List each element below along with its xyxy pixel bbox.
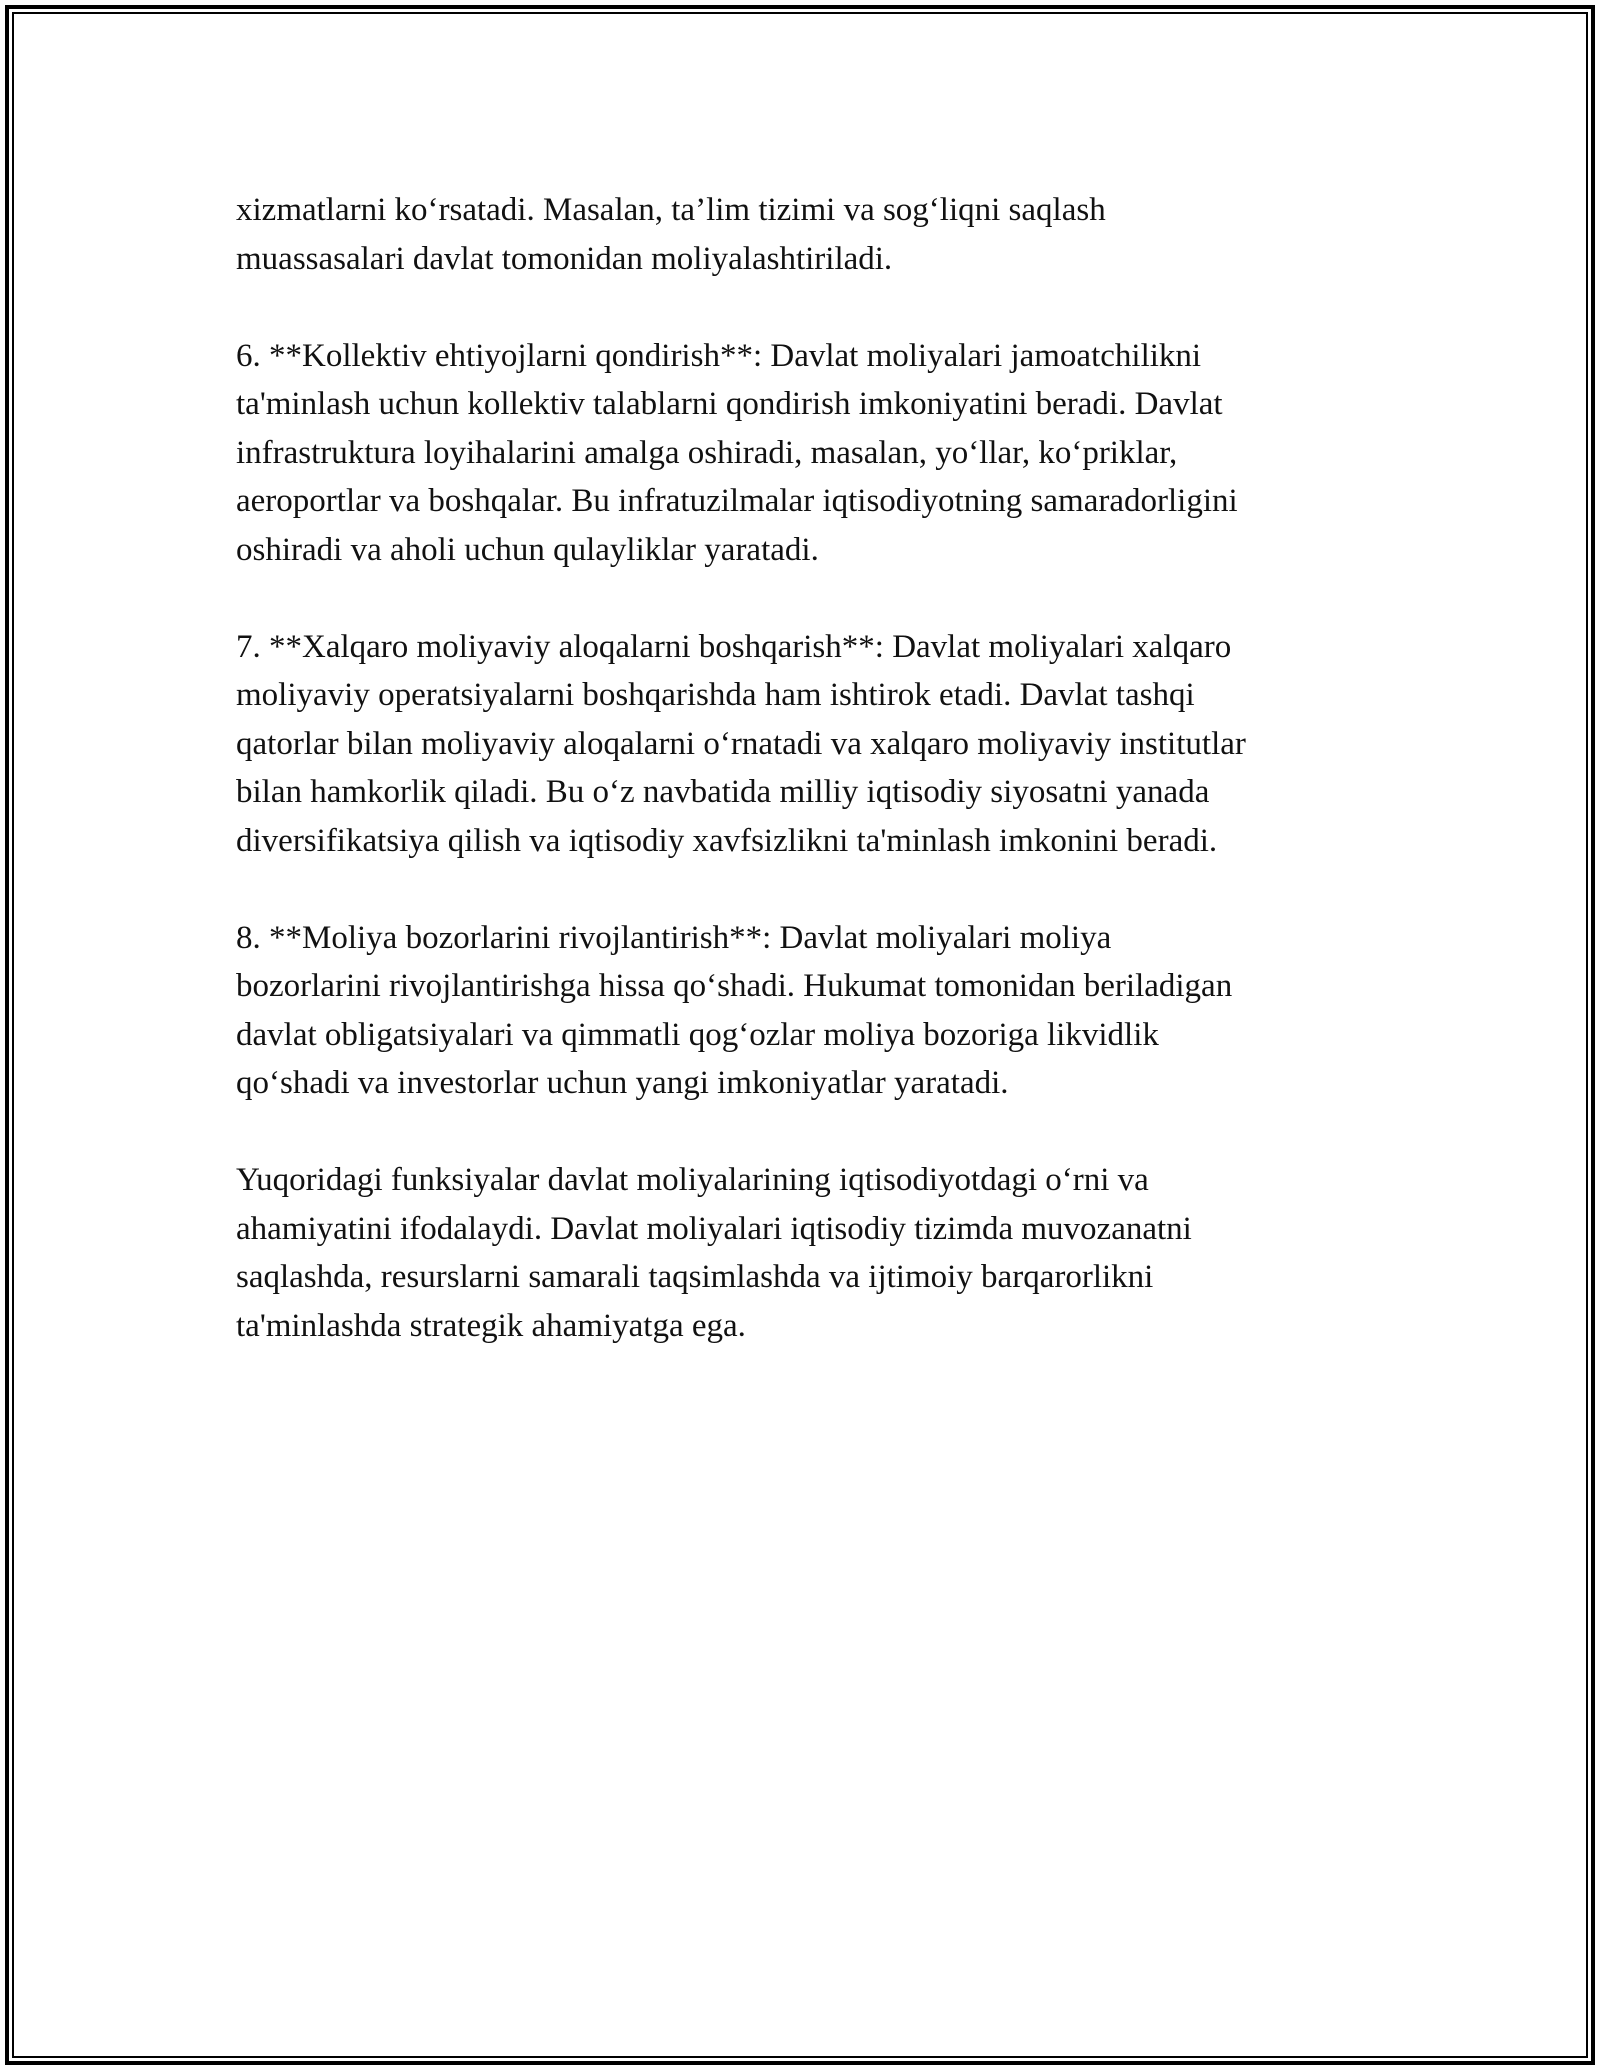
text-line: aeroportlar va boshqalar. Bu infratuzilmalar iqtisodiyotning samaradorligini [236, 483, 1238, 519]
paragraph-conclusion [236, 1156, 1366, 1350]
text-line: moliyaviy operatsiyalarni boshqarishda ham ishtirok etadi. Davlat tashqi [236, 677, 1195, 713]
text-line: 7. **Xalqaro moliyaviy aloqalarni boshqarish**: Davlat moliyalari xalqaro [236, 628, 1232, 665]
text-line: bilan hamkorlik qiladi. Bu o‘z navbatida milliy iqtisodiy siyosatni yanada [236, 774, 1210, 810]
paragraph-item-7 [236, 623, 1366, 866]
paragraph-item-8 [236, 914, 1366, 1108]
text-line: infrastruktura loyihalarini amalga oshiradi, masalan, yo‘llar, ko‘priklar, [236, 434, 1178, 471]
paragraph-continuation [236, 186, 1366, 283]
text-line: saqlashda, resurslarni samarali taqsimlashda va ijtimoiy barqarorlikni [236, 1259, 1154, 1295]
text-line: qatorlar bilan moliyaviy aloqalarni o‘rnatadi va xalqaro moliyaviy institutlar [236, 725, 1246, 762]
text-line: bozorlarini rivojlantirishga hissa qo‘shadi. Hukumat tomonidan beriladigan [236, 968, 1233, 1004]
text-line: xizmatlarni ko‘rsatadi. Masalan, ta’lim tizimi va sog‘liqni saqlash [236, 192, 1106, 228]
text-line: oshiradi va aholi uchun qulayliklar yaratadi. [236, 531, 819, 568]
text-line: diversifikatsiya qilish va iqtisodiy xavfsizlikni ta'minlash imkonini beradi. [236, 822, 1218, 859]
document-body [236, 186, 1366, 1399]
text-line: ta'minlashda strategik ahamiyatga ega. [236, 1307, 746, 1344]
text-line: qo‘shadi va investorlar uchun yangi imkoniyatlar yaratadi. [236, 1065, 1009, 1101]
text-line: ta'minlash uchun kollektiv talablarni qondirish imkoniyatini beradi. Davlat [236, 386, 1223, 422]
text-line: 8. **Moliya bozorlarini rivojlantirish**: Davlat moliyalari moliya [236, 919, 1112, 956]
text-line: davlat obligatsiyalari va qimmatli qog‘ozlar moliya bozoriga likvidlik [236, 1016, 1159, 1053]
text-line: 6. **Kollektiv ehtiyojlarni qondirish**: Davlat moliyalari jamoatchilikni [236, 337, 1202, 374]
paragraph-item-6 [236, 332, 1366, 575]
text-line: muassasalari davlat tomonidan moliyalashtiriladi. [236, 240, 893, 277]
text-line: ahamiyatini ifodalaydi. Davlat moliyalari iqtisodiy tizimda muvozanatni [236, 1210, 1192, 1247]
text-line: Yuqoridagi funksiyalar davlat moliyalarining iqtisodiyotdagi o‘rni va [236, 1162, 1149, 1198]
